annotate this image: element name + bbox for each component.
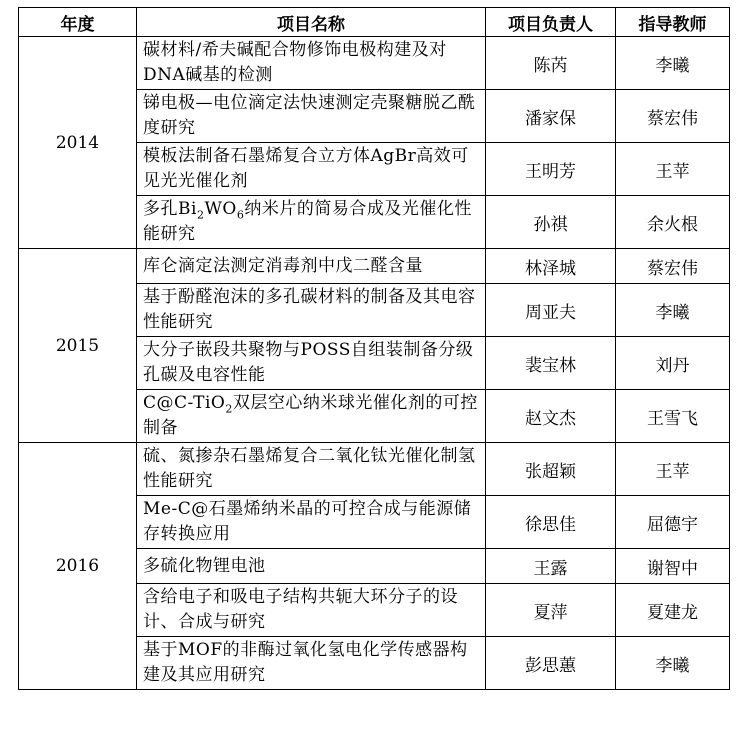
subscript: 2 (196, 208, 205, 222)
advisor-cell: 王苹 (616, 143, 730, 196)
project-name-cell: 含给电子和吸电子结构共轭大环分子的设计、合成与研究 (137, 584, 486, 637)
project-name-cell: 大分子嵌段共聚物与POSS自组装制备分级孔碳及电容性能 (137, 337, 486, 390)
header-advisor: 指导教师 (616, 8, 730, 37)
year-cell: 2014 (19, 37, 137, 249)
project-lead-cell: 张超颖 (486, 443, 616, 496)
advisor-cell: 余火根 (616, 196, 730, 249)
project-lead-cell: 夏萍 (486, 584, 616, 637)
name-part: 多孔Bi (143, 199, 197, 219)
project-lead-cell: 陈芮 (486, 37, 616, 90)
table-row (19, 443, 730, 496)
project-lead-cell: 王露 (486, 549, 616, 584)
project-name-cell: 硫、氮掺杂石墨烯复合二氧化钛光催化制氢性能研究 (137, 443, 486, 496)
subscript: 2 (225, 402, 233, 416)
name-part: 双层空心纳米球光催化剂的可控制备 (143, 393, 478, 438)
subscript: 6 (236, 208, 245, 222)
project-lead-cell: 裴宝林 (486, 337, 616, 390)
project-lead-cell: 赵文杰 (486, 390, 616, 443)
header-project-lead: 项目负责人 (486, 8, 616, 37)
name-part: 纳米片的简易合成及光催化性能研究 (143, 199, 472, 244)
project-lead-cell: 潘家保 (486, 90, 616, 143)
name-part: WO (204, 199, 237, 219)
project-lead-cell: 孙祺 (486, 196, 616, 249)
advisor-cell: 李曦 (616, 37, 730, 90)
project-name-cell: 碳材料/希夫碱配合物修饰电极构建及对DNA碱基的检测 (137, 37, 486, 90)
advisor-cell: 蔡宏伟 (616, 249, 730, 284)
project-lead-cell: 周亚夫 (486, 284, 616, 337)
header-row (19, 8, 730, 37)
project-name-cell: 模板法制备石墨烯复合立方体AgBr高效可见光光催化剂 (137, 143, 486, 196)
projects-table (18, 7, 730, 690)
advisor-cell: 李曦 (616, 284, 730, 337)
advisor-cell: 屈德宇 (616, 496, 730, 549)
project-name-cell (137, 196, 486, 249)
project-lead-cell: 林泽城 (486, 249, 616, 284)
project-lead-cell: 彭思蕙 (486, 637, 616, 690)
header-year: 年度 (19, 8, 137, 37)
name-part: C@C-TiO (143, 393, 226, 413)
project-name-cell: 基于MOF的非酶过氧化氢电化学传感器构建及其应用研究 (137, 637, 486, 690)
project-name-cell: 多硫化物锂电池 (137, 549, 486, 584)
project-lead-cell: 徐思佳 (486, 496, 616, 549)
project-name-cell: 锑电极—电位滴定法快速测定壳聚糖脱乙酰度研究 (137, 90, 486, 143)
project-name-cell: Me-C@石墨烯纳米晶的可控合成与能源储存转换应用 (137, 496, 486, 549)
advisor-cell: 谢智中 (616, 549, 730, 584)
table-row (19, 37, 730, 90)
advisor-cell: 王苹 (616, 443, 730, 496)
year-cell: 2015 (19, 249, 137, 443)
table-row (19, 249, 730, 284)
year-cell: 2016 (19, 443, 137, 690)
project-name-cell: 基于酚醛泡沫的多孔碳材料的制备及其电容性能研究 (137, 284, 486, 337)
header-project-name: 项目名称 (137, 8, 486, 37)
project-lead-cell: 王明芳 (486, 143, 616, 196)
advisor-cell: 夏建龙 (616, 584, 730, 637)
project-name-cell: 库仑滴定法测定消毒剂中戊二醛含量 (137, 249, 486, 284)
advisor-cell: 王雪飞 (616, 390, 730, 443)
advisor-cell: 李曦 (616, 637, 730, 690)
project-name-cell (137, 390, 486, 443)
advisor-cell: 刘丹 (616, 337, 730, 390)
advisor-cell: 蔡宏伟 (616, 90, 730, 143)
